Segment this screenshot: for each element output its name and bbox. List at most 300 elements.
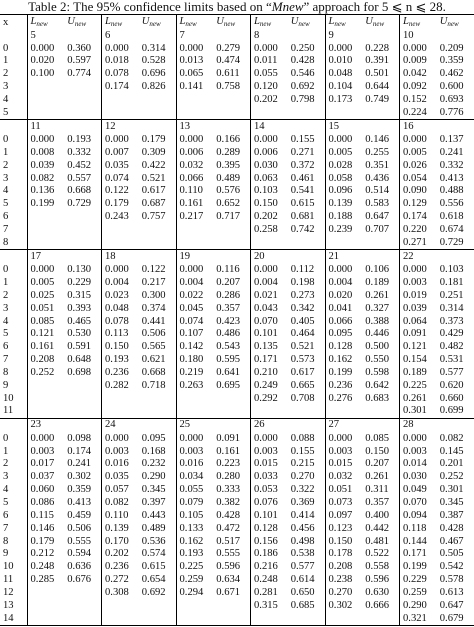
upper-limit-cell [213, 236, 250, 249]
lower-limit-cell: 0.212 [30, 548, 55, 560]
sample-size-label: 5 [30, 30, 36, 42]
upper-limit-cell: 0.531 [439, 354, 464, 366]
lower-limit-cell: 0.276 [328, 392, 353, 404]
table-row [0, 210, 474, 223]
x-value: 8 [0, 535, 27, 548]
lower-limit-cell: 0.039 [403, 302, 427, 314]
lower-limit-cell: 0.144 [403, 535, 427, 547]
upper-limit-cell: 0.641 [213, 366, 250, 379]
upper-limit-header [288, 15, 325, 31]
table-row [0, 42, 474, 55]
lower-limit-cell: 0.000 [30, 134, 55, 146]
upper-limit-cell [64, 405, 101, 418]
upper-limit-cell: 0.683 [362, 392, 399, 405]
upper-limit-cell: 0.289 [213, 146, 250, 159]
upper-limit-cell: 0.082 [439, 432, 464, 444]
upper-limit-cell [288, 405, 325, 418]
x-column-header [0, 418, 27, 432]
upper-limit-cell: 0.597 [64, 55, 101, 68]
upper-limit-cell [139, 106, 176, 119]
upper-limit-cell: 0.652 [213, 198, 250, 211]
lower-limit-cell: 0.066 [328, 315, 353, 327]
table-row [0, 198, 474, 211]
lower-limit-cell: 0.003 [403, 277, 427, 289]
lower-limit-cell: 0.174 [105, 81, 129, 93]
sample-size-label: 17 [27, 250, 64, 264]
x-column-header [0, 250, 27, 264]
lower-limit-cell [176, 612, 213, 626]
upper-limit-cell: 0.146 [362, 133, 399, 146]
lower-limit-cell: 0.142 [179, 341, 204, 353]
upper-limit-cell: 0.693 [439, 93, 464, 105]
lower-limit-cell: 0.121 [403, 341, 427, 353]
upper-limit-cell: 0.521 [288, 341, 325, 354]
lower-limit-cell [176, 405, 213, 418]
lower-limit-cell: 0.302 [328, 599, 353, 611]
upper-limit-cell [213, 612, 250, 626]
upper-limit-cell: 0.776 [439, 106, 464, 118]
lower-label: L [328, 15, 335, 27]
upper-limit-cell [139, 223, 176, 236]
empty-cell [437, 31, 474, 42]
lower-limit-cell [27, 392, 64, 405]
lower-limit-cell: 0.193 [179, 548, 204, 560]
upper-limit-cell: 0.692 [288, 80, 325, 93]
lower-limit-cell [325, 405, 362, 418]
upper-limit-cell: 0.826 [139, 80, 176, 93]
lower-subscript: new [36, 19, 48, 28]
upper-limit-header [213, 15, 250, 31]
lower-limit-cell: 0.202 [254, 93, 278, 105]
upper-limit-cell: 0.620 [439, 379, 464, 391]
x-column-header [0, 119, 27, 133]
lower-limit-cell: 0.082 [30, 172, 55, 184]
lower-label: L [179, 15, 186, 27]
lower-limit-cell [251, 612, 288, 626]
upper-limit-cell: 0.489 [213, 172, 250, 185]
lower-limit-cell [27, 210, 64, 223]
lower-limit-cell [251, 106, 288, 119]
upper-limit-cell: 0.650 [288, 586, 325, 599]
upper-limit-cell: 0.279 [213, 42, 250, 55]
upper-limit-cell: 0.428 [439, 522, 464, 534]
x-value: 2 [0, 159, 27, 172]
lower-limit-cell: 0.094 [403, 509, 427, 521]
lower-limit-cell: 0.051 [328, 484, 353, 496]
upper-limit-cell [139, 93, 176, 106]
upper-limit-cell [362, 612, 399, 626]
lower-limit-cell [325, 106, 362, 119]
empty-cell [139, 31, 176, 42]
upper-limit-cell: 0.668 [139, 366, 176, 379]
upper-limit-cell: 0.261 [362, 471, 399, 484]
upper-limit-cell: 0.372 [288, 159, 325, 172]
upper-limit-cell: 0.687 [139, 198, 176, 211]
sample-size-label: 11 [27, 119, 64, 133]
upper-limit-cell [362, 405, 399, 418]
empty-cell [213, 119, 250, 133]
x-value: 1 [0, 146, 27, 159]
empty-cell [362, 250, 399, 264]
upper-limit-cell: 0.613 [439, 586, 464, 598]
lower-limit-cell: 0.224 [403, 106, 427, 118]
upper-limit-cell: 0.373 [439, 315, 464, 327]
empty-cell [213, 31, 250, 42]
upper-limit-cell: 0.422 [139, 159, 176, 172]
lower-limit-cell [325, 236, 362, 249]
lower-limit-cell: 0.078 [105, 68, 129, 80]
empty-cell [362, 418, 399, 432]
upper-limit-cell: 0.558 [362, 561, 399, 574]
upper-limit-cell [213, 93, 250, 106]
upper-limit-cell: 0.660 [439, 392, 464, 404]
upper-limit-cell: 0.342 [288, 302, 325, 315]
upper-limit-cell: 0.150 [362, 445, 399, 458]
lower-limit-cell: 0.150 [254, 198, 278, 210]
upper-limit-cell [64, 223, 101, 236]
x-value: 12 [0, 586, 27, 599]
table-row [0, 612, 474, 626]
x-value: 7 [0, 353, 27, 366]
upper-limit-cell: 0.103 [439, 264, 464, 276]
lower-limit-cell [176, 392, 213, 405]
upper-limit-cell: 0.436 [362, 172, 399, 185]
x-value: 8 [0, 236, 27, 249]
upper-limit-cell: 0.301 [439, 484, 464, 496]
lower-limit-cell: 0.025 [30, 289, 55, 301]
sample-size-label: 28 [400, 418, 437, 432]
upper-limit-cell: 0.576 [213, 185, 250, 198]
table-row [0, 353, 474, 366]
lower-limit-cell: 0.193 [105, 354, 129, 366]
lower-limit-cell: 0.225 [403, 379, 427, 391]
lower-limit-cell: 0.000 [328, 134, 353, 146]
empty-cell [64, 418, 101, 432]
sample-size-label: 21 [325, 250, 362, 264]
upper-limit-cell: 0.161 [213, 445, 250, 458]
upper-limit-header [139, 15, 176, 31]
lower-limit-cell: 0.189 [403, 366, 427, 378]
lower-limit-cell: 0.060 [30, 484, 55, 496]
x-value: 14 [0, 612, 27, 626]
table-row [0, 379, 474, 392]
upper-limit-cell: 0.193 [64, 133, 101, 146]
empty-cell [362, 31, 399, 42]
upper-limit-cell: 0.357 [362, 496, 399, 509]
lower-limit-cell: 0.252 [30, 366, 55, 378]
upper-limit-cell: 0.615 [288, 198, 325, 211]
lower-limit-cell: 0.243 [105, 211, 129, 223]
lower-subscript: new [408, 19, 421, 28]
lower-limit-cell: 0.000 [254, 264, 278, 276]
empty-cell [139, 250, 176, 264]
x-value: 10 [0, 561, 27, 574]
lower-limit-cell: 0.186 [254, 548, 278, 560]
upper-limit-cell: 0.674 [439, 223, 464, 235]
block-header-row [0, 418, 474, 432]
sample-size-label: 10 [403, 30, 414, 42]
lower-limit-cell: 0.041 [328, 302, 353, 314]
upper-limit-cell: 0.357 [213, 302, 250, 315]
upper-limit-cell: 0.546 [288, 68, 325, 81]
lower-limit-cell: 0.092 [403, 81, 427, 93]
table-row [0, 509, 474, 522]
upper-limit-cell: 0.360 [64, 42, 101, 55]
lower-limit-cell: 0.101 [254, 509, 278, 521]
lower-limit-cell: 0.171 [403, 548, 427, 560]
upper-limit-cell: 0.388 [362, 315, 399, 328]
lower-limit-cell: 0.113 [105, 328, 129, 340]
upper-limit-cell: 0.446 [362, 328, 399, 341]
lower-label: L [254, 15, 260, 27]
lower-limit-cell: 0.000 [30, 42, 55, 54]
x-value: 1 [0, 55, 27, 68]
lower-limit-cell: 0.000 [30, 432, 55, 444]
upper-limit-cell [64, 80, 101, 93]
lower-limit-cell: 0.272 [105, 574, 129, 586]
n-label-row [0, 31, 474, 42]
upper-limit-cell: 0.676 [64, 573, 101, 586]
upper-limit-cell: 0.179 [139, 133, 176, 146]
lower-limit-cell: 0.000 [254, 134, 278, 146]
lower-limit-cell: 0.003 [328, 445, 353, 457]
lower-limit-cell: 0.086 [30, 497, 55, 509]
upper-limit-cell [64, 93, 101, 106]
upper-limit-cell: 0.514 [362, 185, 399, 198]
upper-limit-cell: 0.574 [139, 548, 176, 561]
lower-limit-cell [102, 612, 139, 626]
lower-limit-cell: 0.070 [403, 497, 427, 509]
upper-limit-cell: 0.382 [213, 496, 250, 509]
upper-limit-cell: 0.538 [288, 548, 325, 561]
lower-limit-cell: 0.208 [30, 354, 55, 366]
lower-subscript: new [334, 19, 346, 28]
lower-limit-cell: 0.074 [105, 172, 129, 184]
lower-limit-cell: 0.085 [30, 315, 55, 327]
upper-limit-cell: 0.758 [213, 80, 250, 93]
x-value: 10 [0, 392, 27, 405]
upper-limit-cell: 0.098 [64, 432, 101, 445]
lower-limit-cell: 0.210 [254, 366, 278, 378]
lower-limit-cell: 0.016 [105, 458, 129, 470]
lower-limit-cell: 0.271 [403, 236, 427, 248]
upper-limit-cell: 0.729 [439, 236, 464, 248]
upper-limit-cell: 0.596 [213, 561, 250, 574]
lower-limit-cell: 0.110 [179, 185, 203, 197]
lower-label: L [30, 15, 37, 27]
lower-limit-cell: 0.049 [403, 484, 427, 496]
upper-limit-cell: 0.489 [139, 522, 176, 535]
lower-limit-cell: 0.294 [179, 586, 204, 598]
upper-limit-cell: 0.314 [139, 42, 176, 55]
lower-limit-cell: 0.055 [254, 68, 278, 80]
table-row [0, 106, 474, 119]
lower-limit-cell: 0.170 [105, 535, 129, 547]
upper-limit-cell: 0.181 [439, 277, 464, 289]
sample-size-label: 26 [251, 418, 288, 432]
upper-limit-cell: 0.400 [362, 509, 399, 522]
table-row [0, 341, 474, 354]
lower-limit-cell: 0.006 [254, 146, 278, 158]
lower-limit-cell: 0.051 [30, 302, 55, 314]
table-row [0, 185, 474, 198]
x-value: 2 [0, 458, 27, 471]
lower-limit-cell: 0.048 [328, 68, 353, 80]
upper-limit-cell: 0.749 [362, 93, 399, 106]
lower-limit-cell: 0.208 [328, 561, 353, 573]
upper-limit-cell: 0.155 [288, 445, 325, 458]
upper-limit-cell: 0.228 [362, 42, 399, 55]
upper-limit-cell: 0.322 [288, 484, 325, 497]
lower-limit-cell: 0.150 [328, 535, 353, 547]
upper-limit-cell: 0.441 [139, 315, 176, 328]
sample-size-label: 6 [105, 30, 111, 42]
upper-limit-cell [64, 612, 101, 626]
upper-limit-cell: 0.555 [213, 548, 250, 561]
upper-limit-cell: 0.465 [64, 315, 101, 328]
upper-limit-cell: 0.636 [64, 561, 101, 574]
lower-label: L [105, 15, 111, 27]
upper-limit-cell: 0.647 [439, 599, 464, 611]
lower-limit-cell: 0.010 [328, 55, 353, 67]
lower-limit-cell [176, 599, 213, 612]
lower-limit-cell: 0.248 [254, 574, 278, 586]
lower-limit-cell: 0.048 [105, 302, 129, 314]
x-value: 3 [0, 471, 27, 484]
upper-limit-cell: 0.630 [362, 586, 399, 599]
lower-limit-cell: 0.229 [403, 574, 427, 586]
table-row [0, 172, 474, 185]
x-value: 9 [0, 548, 27, 561]
lower-limit-cell [27, 106, 64, 119]
table-row [0, 548, 474, 561]
sample-size-label: 24 [102, 418, 139, 432]
lower-limit-cell [27, 612, 64, 626]
lower-limit-cell: 0.202 [105, 548, 129, 560]
lower-limit-cell: 0.033 [254, 471, 278, 483]
lower-limit-cell: 0.045 [179, 302, 204, 314]
x-value: 4 [0, 484, 27, 497]
upper-limit-cell: 0.168 [139, 445, 176, 458]
upper-subscript: new [223, 19, 236, 28]
lower-limit-cell: 0.022 [179, 289, 204, 301]
upper-limit-cell: 0.600 [439, 81, 464, 93]
upper-limit-cell: 0.692 [139, 586, 176, 599]
sample-size-label: 8 [254, 30, 260, 42]
lower-limit-cell: 0.217 [179, 211, 204, 223]
empty-cell [288, 31, 325, 42]
x-value: 11 [0, 573, 27, 586]
lower-limit-header [251, 15, 288, 31]
upper-limit-cell: 0.232 [139, 458, 176, 471]
lower-limit-cell [102, 223, 139, 236]
upper-limit-cell: 0.481 [362, 535, 399, 548]
upper-limit-cell: 0.696 [139, 68, 176, 81]
upper-limit-cell: 0.405 [288, 315, 325, 328]
lower-limit-cell: 0.096 [328, 185, 353, 197]
x-value: 3 [0, 172, 27, 185]
table-row [0, 392, 474, 405]
upper-limit-cell: 0.647 [362, 210, 399, 223]
lower-limit-cell: 0.043 [254, 302, 278, 314]
lower-limit-cell: 0.032 [328, 471, 353, 483]
upper-limit-cell: 0.314 [439, 302, 464, 314]
lower-limit-cell: 0.032 [179, 159, 204, 171]
upper-limit-cell: 0.423 [213, 315, 250, 328]
lower-limit-cell: 0.095 [328, 328, 353, 340]
table-row [0, 535, 474, 548]
sample-size-label: 27 [325, 418, 362, 432]
upper-limit-cell: 0.166 [213, 133, 250, 146]
table-row [0, 133, 474, 146]
lower-limit-cell: 0.104 [328, 81, 353, 93]
lower-limit-cell: 0.019 [403, 289, 427, 301]
upper-limit-cell: 0.699 [439, 405, 464, 417]
empty-cell [213, 250, 250, 264]
lower-limit-cell: 0.005 [30, 277, 55, 289]
lower-limit-cell [102, 236, 139, 249]
upper-limit-cell: 0.550 [362, 353, 399, 366]
lower-limit-cell: 0.179 [30, 535, 55, 547]
upper-limit-cell: 0.671 [213, 586, 250, 599]
upper-limit-cell: 0.088 [288, 432, 325, 445]
x-value: 6 [0, 210, 27, 223]
upper-limit-cell: 0.472 [213, 522, 250, 535]
lower-limit-cell: 0.003 [254, 445, 278, 457]
upper-label: U [290, 15, 299, 27]
x-value: 5 [0, 328, 27, 341]
lower-limit-cell: 0.139 [328, 198, 353, 210]
upper-limit-cell: 0.198 [288, 276, 325, 289]
caption-method-name: Mnew [271, 0, 304, 14]
upper-limit-cell: 0.648 [64, 353, 101, 366]
lower-limit-cell: 0.003 [403, 445, 427, 457]
lower-limit-cell: 0.202 [254, 211, 278, 223]
lower-limit-cell: 0.030 [254, 159, 278, 171]
lower-limit-cell: 0.152 [403, 93, 427, 105]
upper-limit-cell [64, 392, 101, 405]
lower-limit-cell: 0.028 [328, 159, 353, 171]
upper-limit-cell: 0.573 [288, 353, 325, 366]
lower-limit-cell: 0.000 [105, 264, 129, 276]
table-row [0, 223, 474, 236]
upper-limit-cell: 0.596 [362, 573, 399, 586]
sample-size-label: 23 [27, 418, 64, 432]
upper-limit-cell: 0.241 [439, 146, 464, 158]
lower-limit-cell: 0.000 [179, 42, 204, 54]
lower-limit-cell: 0.146 [30, 522, 55, 534]
lower-limit-cell: 0.055 [179, 484, 204, 496]
upper-limit-cell: 0.311 [362, 484, 399, 497]
upper-limit-cell: 0.482 [439, 341, 464, 353]
lower-limit-cell: 0.128 [328, 341, 353, 353]
lower-limit-cell: 0.070 [254, 315, 278, 327]
upper-limit-cell: 0.116 [213, 264, 250, 277]
lower-limit-cell: 0.004 [254, 277, 278, 289]
upper-limit-cell [64, 210, 101, 223]
lower-limit-cell: 0.039 [30, 159, 55, 171]
lower-limit-cell: 0.128 [254, 522, 278, 534]
table-body [0, 15, 474, 626]
upper-limit-cell: 0.557 [64, 172, 101, 185]
x-value: 8 [0, 366, 27, 379]
upper-limit-cell: 0.332 [439, 159, 464, 171]
upper-limit-cell: 0.681 [288, 210, 325, 223]
lower-limit-cell: 0.034 [179, 471, 204, 483]
upper-limit-cell: 0.505 [439, 548, 464, 560]
lower-limit-header [102, 15, 139, 31]
lower-limit-cell: 0.076 [254, 497, 278, 509]
